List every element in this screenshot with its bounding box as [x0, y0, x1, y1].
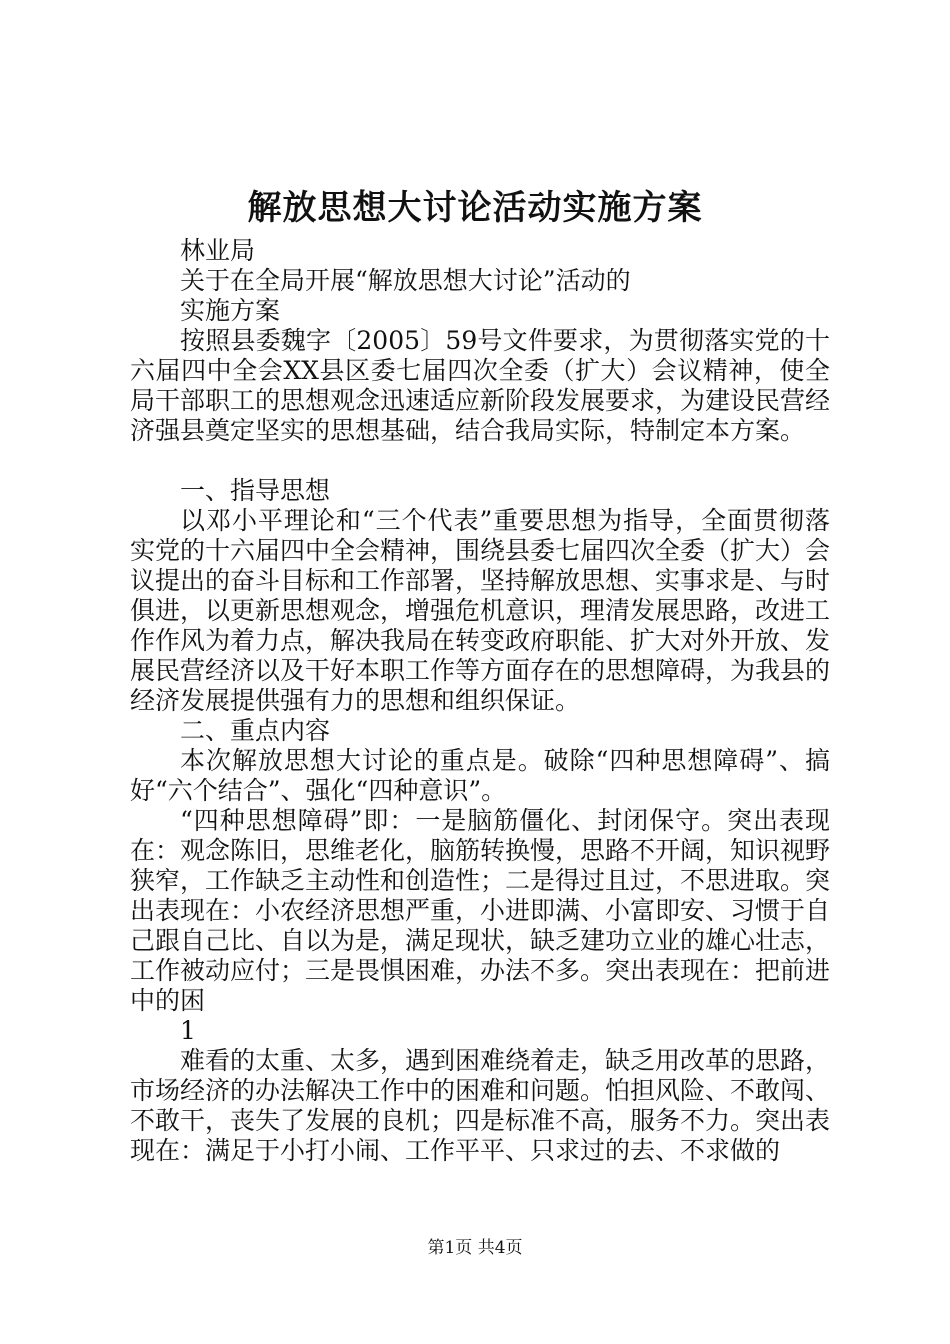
section-2-paragraph-1: 本次解放思想大讨论的重点是。破除“四种思想障碍”、搞好“六个结合”、强化“四种意识”。	[130, 746, 830, 805]
document-title: 解放思想大讨论活动实施方案	[247, 188, 703, 228]
inline-page-marker: 1	[180, 1016, 196, 1045]
document-body	[130, 236, 830, 1166]
subtitle-line-1: 关于在全局开展“解放思想大讨论”活动的	[180, 266, 631, 295]
section-2-heading: 二、重点内容	[180, 716, 331, 745]
section-1-paragraph: 以邓小平理论和“三个代表”重要思想为指导，全面贯彻落实党的十六届四中全会精神，围绕县委七届四次全委（扩大）会议提出的奋斗目标和工作部署，坚持解放思想、实事求是、与时俱进，以更新思想观念，增强危机意识，理清发展思路，改进工作作风为着力点，解决我局在转变政府职能、扩大对外开放、发展民营经济以及干好本职工作等方面存在的思想障碍，为我县的经济发展提供强有力的思想和组织保证。	[130, 506, 831, 715]
spacer	[130, 446, 830, 476]
section-1-heading: 一、指导思想	[180, 476, 331, 505]
org-name: 林业局	[180, 236, 256, 265]
section-2-paragraph-2: “四种思想障碍”即：一是脑筋僵化、封闭保守。突出表现在：观念陈旧，思维老化，脑筋转换慢，思路不开阔，知识视野狭窄，工作缺乏主动性和创造性；二是得过且过，不思进取。突出表现在：小农经济思想严重，小进即满、小富即安、习惯于自己跟自己比、自以为是，满足现状，缺乏建功立业的雄心壮志，工作被动应付；三是畏惧困难，办法不多。突出表现在：把前进中的困	[130, 806, 831, 1015]
section-2-paragraph-3: 难看的太重、太多，遇到困难绕着走，缺乏用改革的思路，市场经济的办法解决工作中的困难和问题。怕担风险、不敢闯、不敢干，丧失了发展的良机；四是标准不高，服务不力。突出表现在：满足于小打小闹、工作平平、只求过的去、不求做的	[130, 1046, 831, 1165]
subtitle-line-2: 实施方案	[180, 296, 281, 325]
intro-paragraph: 按照县委魏字〔2005〕59号文件要求，为贯彻落实党的十六届四中全会XX县区委七届四次全委（扩大）会议精神，使全局干部职工的思想观念迅速适应新阶段发展要求，为建设民营经济强县奠定坚实的思想基础，结合我局实际，特制定本方案。	[130, 326, 831, 445]
page-footer: 第1页 共4页	[427, 1238, 523, 1258]
